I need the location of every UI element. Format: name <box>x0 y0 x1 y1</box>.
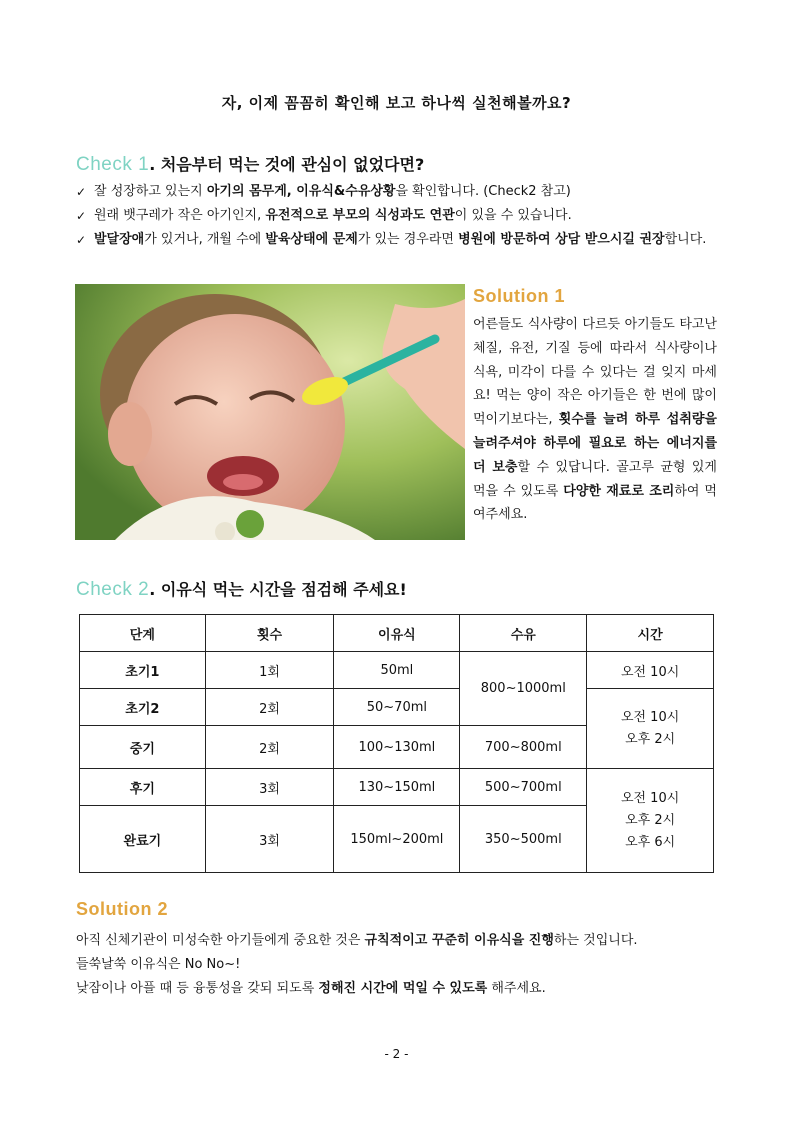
header-food: 이유식 <box>334 615 460 652</box>
cell-milk: 350~500ml <box>460 806 587 873</box>
bullet-bold-text: 발달장애 <box>94 232 145 247</box>
check1-label: Check 1 <box>76 154 150 175</box>
check1-bullet-list <box>76 180 716 252</box>
cell-count: 2회 <box>205 689 334 726</box>
solution1-text-part: 어른들도 식사량이 다르듯 아기들도 타고난 체질, 유전, 기질 등에 따라서 식사량이나 식욕, 미각이 다를 수 있다는 걸 잊지 마세요! 먹는 양이 작은 아기들은 한 번에 많이 먹이기보다는, <box>473 317 717 428</box>
solution2-line <box>76 929 726 953</box>
bullet-text: 잘 성장하고 있는지 <box>94 184 207 199</box>
table-row <box>80 769 714 806</box>
time-line: 오전 10시 <box>620 790 680 806</box>
bullet-text: 이 있을 수 있습니다. <box>454 208 572 223</box>
time-line: 오전 10시 <box>620 709 680 725</box>
baby-photo <box>75 284 465 540</box>
cell-count: 2회 <box>205 726 334 769</box>
bullet-bold-text: 병원에 방문하여 상담 받으시길 권장 <box>458 232 665 247</box>
bullet-bold-text: 유전적으로 부모의 식성과도 연관 <box>265 208 455 223</box>
check2-heading <box>76 577 407 601</box>
cell-food: 150ml~200ml <box>334 806 460 873</box>
bullet-text: 을 확인합니다. (Check2 참고) <box>395 184 571 199</box>
list-item <box>76 228 716 252</box>
bullet-text: 합니다. <box>664 232 707 247</box>
check2-label: Check 2 <box>76 579 150 600</box>
cell-time <box>587 769 714 873</box>
list-item <box>76 180 716 204</box>
cell-time: 오전 10시 <box>587 652 714 689</box>
bullet-text: 원래 뱃구레가 작은 아기인지, <box>94 208 266 223</box>
bullet-text: 가 있는 경우라면 <box>357 232 459 247</box>
cell-stage: 초기1 <box>80 652 206 689</box>
bullet-bold-text: 발육상태에 문제 <box>265 232 358 247</box>
solution2-text-part: 낮잠이나 아플 때 등 융통성을 갖되 되도록 <box>76 981 319 996</box>
check-mark-icon: ✓ <box>76 185 87 199</box>
cell-time <box>587 689 714 769</box>
cell-stage: 후기 <box>80 769 206 806</box>
solution2-text <box>76 929 726 1001</box>
solution2-label: Solution 2 <box>76 899 168 919</box>
solution1-bold-text: 횟수를 늘려 하루 섭취량을 늘려주셔야 하루에 필요로 하는 에너지를 더 보충 <box>473 412 717 475</box>
cell-food: 100~130ml <box>334 726 460 769</box>
header-count: 횟수 <box>205 615 334 652</box>
check2-heading-text: . 이유식 먹는 시간을 점검해 주세요! <box>149 580 407 599</box>
cell-food: 50ml <box>334 652 460 689</box>
solution2-line <box>76 977 726 1001</box>
time-line: 오후 2시 <box>625 731 676 747</box>
table-row <box>80 652 714 689</box>
cell-food: 50~70ml <box>334 689 460 726</box>
list-item <box>76 204 716 228</box>
check1-heading <box>76 152 424 176</box>
bullet-text: 가 있거나, 개월 수에 <box>144 232 266 247</box>
solution1-text-part: 하여 먹여주세요. <box>473 483 717 523</box>
cell-stage: 완료기 <box>80 806 206 873</box>
cell-stage: 초기2 <box>80 689 206 726</box>
solution1-bold-text: 다양한 재료로 조리 <box>563 483 675 499</box>
page-title: 자, 이제 꼼꼼히 확인해 보고 하나씩 실천해볼까요? <box>221 94 572 112</box>
solution2-text-part: 해주세요. <box>487 981 546 996</box>
solution2-line: 들쑥날쑥 이유식은 No No~! <box>76 957 241 972</box>
table-header-row <box>80 615 714 652</box>
solution2-bold-text: 정해진 시간에 먹일 수 있도록 <box>318 981 488 996</box>
time-line: 오후 2시 <box>625 812 676 828</box>
check1-heading-text: . 처음부터 먹는 것에 관심이 없었다면? <box>149 155 425 174</box>
cell-count: 3회 <box>205 806 334 873</box>
page-number: - 2 - <box>384 1047 409 1061</box>
cell-food: 130~150ml <box>334 769 460 806</box>
header-milk: 수유 <box>460 615 587 652</box>
cell-milk: 500~700ml <box>460 769 587 806</box>
header-time: 시간 <box>587 615 714 652</box>
solution1-label: Solution 1 <box>473 286 565 306</box>
time-line: 오후 6시 <box>625 834 676 850</box>
solution1-text-part: 할 수 있답니다. 골고루 균형 있게 먹을 수 있도록 <box>473 459 717 499</box>
cell-milk: 800~1000ml <box>460 652 587 726</box>
table-row <box>80 689 714 726</box>
check-mark-icon: ✓ <box>76 209 87 223</box>
check-mark-icon: ✓ <box>76 233 87 247</box>
cell-stage: 중기 <box>80 726 206 769</box>
cell-milk: 700~800ml <box>460 726 587 769</box>
solution2-bold-text: 규칙적이고 꾸준히 이유식을 진행 <box>364 933 554 948</box>
solution2-text-part: 하는 것입니다. <box>553 933 638 948</box>
header-stage: 단계 <box>80 615 206 652</box>
cell-count: 3회 <box>205 769 334 806</box>
solution2-text-part: 아직 신체기관이 미성숙한 아기들에게 중요한 것은 <box>76 933 365 948</box>
cell-count: 1회 <box>205 652 334 689</box>
feeding-schedule-table <box>79 614 714 873</box>
solution1-text <box>473 313 717 527</box>
bullet-bold-text: 아기의 몸무게, 이유식&수유상황 <box>206 184 396 199</box>
